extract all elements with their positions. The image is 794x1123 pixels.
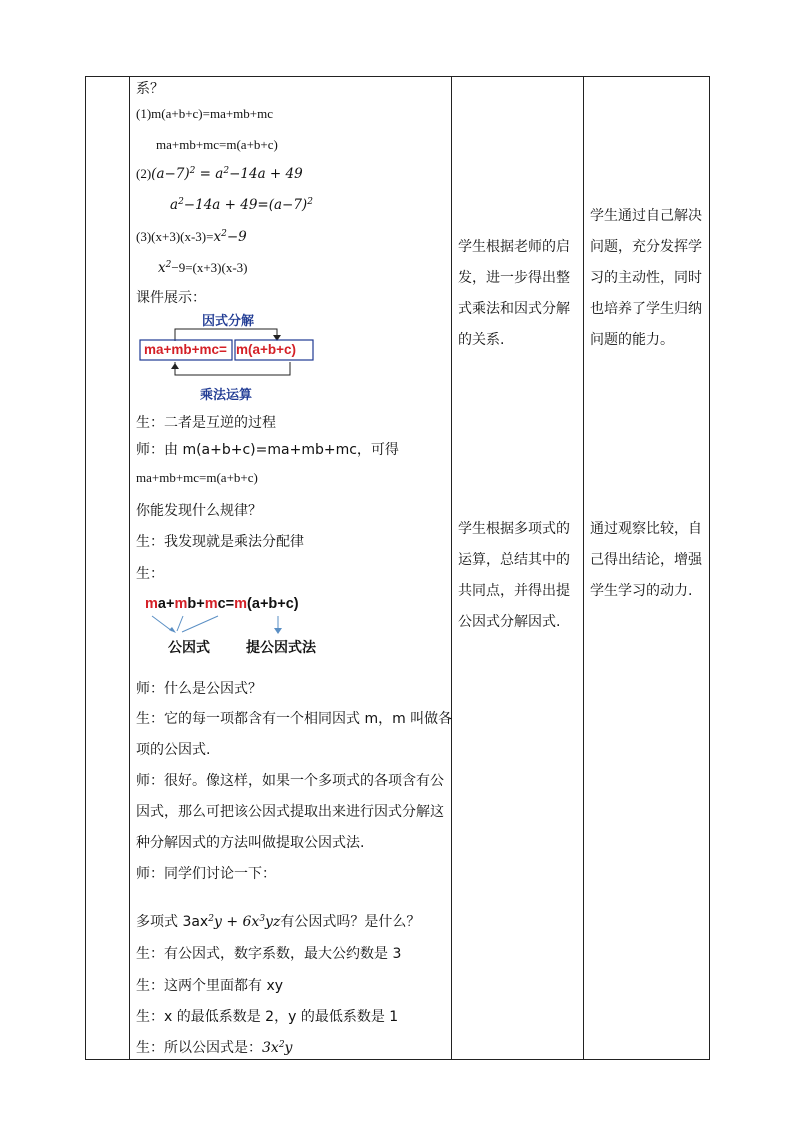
diagram-label-factorization: 因式分解 [202, 313, 255, 328]
diagram-expanded-form: ma+mb+mc= [144, 342, 227, 357]
student-activity-1: 学生根据老师的启发，进一步得出整式乘法和因式分解的关系. [458, 239, 570, 348]
example-3: $(3)(x+3)(x-3)=x^2-9$ [136, 229, 247, 245]
table-col-line-2 [129, 76, 130, 1060]
teacher-question-2: 师：什么是公因式？ [136, 681, 262, 697]
polynomial-question: 多项式 $3ax^2y + 6x^3yz$有公因式吗？是什么？ [136, 914, 421, 930]
table-col-line-5 [709, 76, 710, 1060]
table-top-border [85, 76, 710, 77]
table-col-line-1 [85, 76, 86, 1060]
table-col-line-3 [451, 76, 452, 1060]
student-reply-7: 生：x 的最低系数是 2，y 的最低系数是 1 [136, 1009, 399, 1025]
example-2-reverse: $a^2-14a + 49=(a-7)^2$ [170, 197, 313, 213]
example-1: (1)m(a+b+c)=ma+mb+mc [136, 106, 274, 121]
diagram-label-multiplication: 乘法运算 [200, 387, 253, 402]
design-intent-2: 通过观察比较，自己得出结论，增强学生学习的动力. [590, 521, 702, 599]
teacher-definition-1: 师：很好。像这样，如果一个多项式的各项含有公 [136, 773, 444, 789]
student-reply-4-cont: 项的公因式. [136, 742, 211, 758]
teacher-line-1: 师：由 m(a+b+c)=ma+mb+mc，可得 [136, 442, 399, 458]
student-reply-4: 生：它的每一项都含有一个相同因式 m，m 叫做各 [136, 711, 453, 727]
example-3-reverse: $x^2-9=(x+3)(x-3)$ [158, 260, 248, 276]
diagram-factored-form: m(a+b+c) [236, 342, 297, 357]
label-extraction-method: 提公因式法 [246, 639, 316, 655]
slide-intro: 课件展示： [136, 290, 206, 306]
diagram-expression: ma+mb+mc=m(a+b+c) [145, 596, 299, 612]
example-2: $(2)(a-7)^2 = a^2-14a + 49$ [136, 166, 303, 182]
table-bottom-border [85, 1059, 710, 1060]
student-reply-5: 生：有公因式，数字系数，最大公约数是 3 [136, 946, 402, 962]
design-intent-1: 学生通过自己解决问题，充分发挥学习的主动性，同时也培养了学生归纳问题的能力。 [590, 208, 702, 348]
table-col-line-4 [583, 76, 584, 1060]
common-factor-diagram [140, 592, 350, 662]
student-activity-2: 学生根据多项式的运算，总结其中的共同点，并得出提公因式分解因式. [458, 521, 570, 630]
teacher-definition-2: 因式，那么可把该公因式提取出来进行因式分解这 [136, 804, 444, 820]
teacher-definition-3: 种分解因式的方法叫做提取公因式法. [136, 835, 365, 851]
label-common-factor: 公因式 [168, 639, 210, 655]
teacher-question: 你能发现什么规律？ [136, 503, 262, 519]
student-reply-1: 生：二者是互逆的过程 [136, 415, 276, 431]
student-reply-8: 生：所以公因式是：$3x^2y$ [136, 1040, 293, 1056]
teacher-discussion: 师：同学们讨论一下： [136, 866, 276, 882]
student-reply-3: 生： [136, 566, 164, 582]
teacher-line-1-cont: ma+mb+mc=m(a+b+c) [136, 470, 258, 485]
line-relation-end: 系？ [136, 81, 164, 97]
student-reply-2: 生：我发现就是乘法分配律 [136, 534, 304, 550]
student-reply-6: 生：这两个里面都有 xy [136, 978, 284, 994]
example-1-reverse: ma+mb+mc=m(a+b+c) [156, 137, 278, 152]
factorization-diagram [138, 308, 338, 404]
